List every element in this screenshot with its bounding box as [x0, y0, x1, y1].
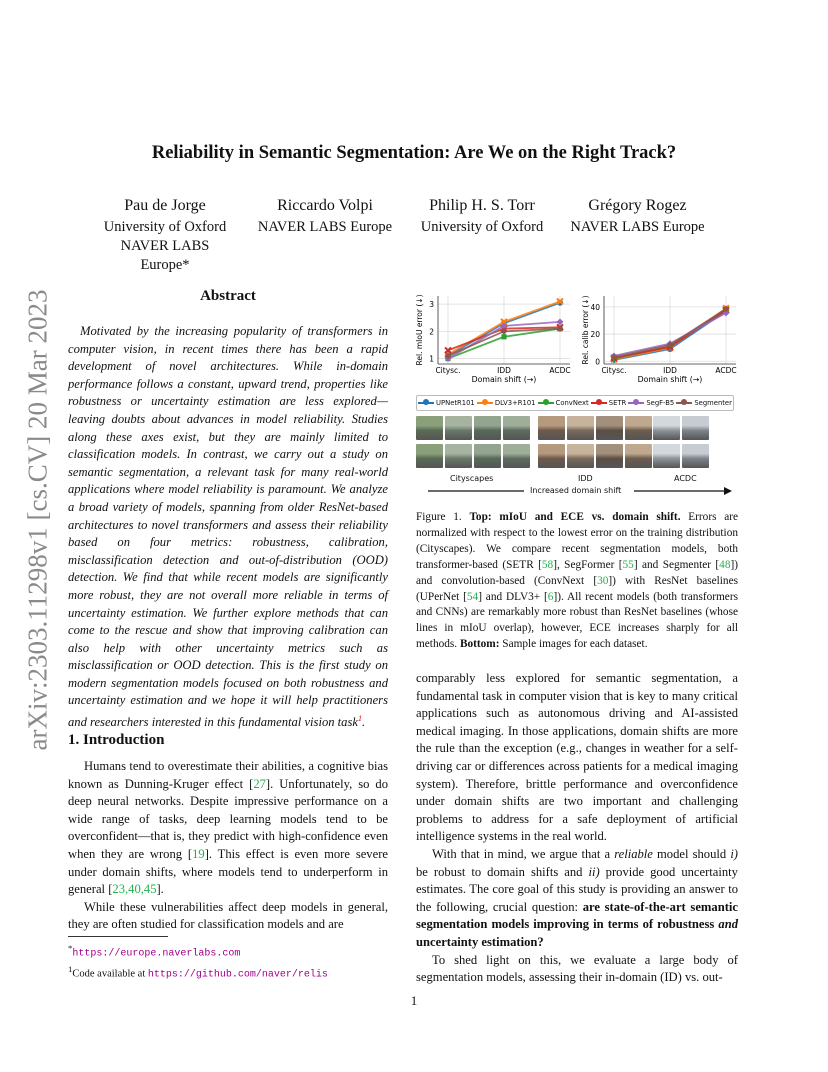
- citation-link[interactable]: 55: [622, 558, 634, 571]
- legend-item: [628, 399, 674, 407]
- intro-paragraph-2: While these vulnerabilities affect deep models in general, they are often studied for classification models and are: [68, 899, 388, 932]
- text-run: Sample images for each dataset.: [499, 638, 648, 651]
- x-tick-label: IDD: [497, 366, 511, 375]
- sample-image: [503, 444, 530, 468]
- caption-bold: Top: mIoU and ECE vs. domain shift.: [469, 511, 681, 523]
- dataset-label-acdc: ACDC: [674, 474, 697, 483]
- dataset-label-cityscapes: Cityscapes: [450, 474, 494, 483]
- legend-marker: [676, 402, 692, 404]
- figure-charts: [414, 290, 744, 395]
- figure-caption: [416, 510, 738, 653]
- x-tick-label: Citysc.: [435, 366, 461, 375]
- sample-image: [474, 444, 501, 468]
- bold-question: are state-of-the-art semantic segmentation models improving in terms of robustness: [416, 899, 738, 932]
- sample-image: [567, 444, 594, 468]
- x-tick-label: IDD: [663, 366, 677, 375]
- author-name: Philip H. S. Torr: [429, 197, 535, 214]
- right-paragraph-3: To shed light on this, we evaluate a large body of segmentation models, assessing their in-domain (ID) vs. out-: [416, 952, 738, 985]
- text-run: ], SegFormer [: [553, 558, 623, 571]
- author-block-2: [255, 196, 395, 237]
- paper-title: Reliability in Semantic Segmentation: Are We on the Right Track?: [151, 143, 677, 163]
- text-run: ]. Unfortunately, so do deep neural networks. Despite impressive performance on a wide range of tasks, deep learning models tend to be overconfident—that is, they predict with high-confidence even when they are wrong [: [68, 776, 388, 861]
- sample-image: [416, 444, 443, 468]
- text-run: With that in mind, we argue that a: [432, 846, 615, 861]
- text-run: ] and Segmenter [: [633, 558, 720, 571]
- dataset-label-idd: IDD: [578, 474, 593, 483]
- y-tick-label: 3: [429, 300, 434, 310]
- y-axis-label: Rel. mIoU error (↓): [415, 294, 424, 366]
- abstract-heading: Abstract: [200, 288, 256, 304]
- citation-link[interactable]: 27: [253, 776, 266, 791]
- sample-image: [538, 444, 565, 468]
- sample-images: [416, 416, 736, 476]
- caption-label: Figure 1.: [416, 511, 462, 523]
- arrow-label: Increased domain shift: [530, 486, 622, 495]
- text-run: ]) and convolution-based (ConvNext [: [416, 558, 738, 587]
- author-name: Riccardo Volpi: [277, 197, 373, 214]
- emphasis: ii): [588, 864, 600, 879]
- text-run: Errors are normalized with respect to the lowest error on the training distribution (Cityscapes). We compare recent segmentation models, both transformer-based (SETR [: [416, 511, 738, 571]
- legend-item: [591, 399, 626, 407]
- citation-link[interactable]: 19: [192, 846, 205, 861]
- author-name: Grégory Rogez: [588, 197, 687, 214]
- legend-label: DLV3+R101: [494, 399, 536, 407]
- footnote-2: [68, 962, 328, 983]
- caption-bold: Bottom:: [459, 638, 500, 651]
- sample-image: [625, 444, 652, 468]
- author-affiliation: University of Oxford: [420, 219, 544, 235]
- legend-marker: [591, 402, 607, 404]
- x-axis-label: Domain shift (→): [637, 375, 703, 384]
- footnote-1: [68, 941, 328, 962]
- sample-image: [596, 444, 623, 468]
- arxiv-side-stamp: [18, 280, 58, 760]
- sample-image: [682, 444, 709, 468]
- footnote-mark: *: [68, 943, 73, 953]
- legend-label: SETR: [608, 399, 627, 407]
- sample-image: [445, 416, 472, 440]
- legend-marker: [538, 402, 554, 404]
- footnote-link[interactable]: https://europe.naverlabs.com: [72, 948, 241, 960]
- x-axis-label: Domain shift (→): [471, 375, 537, 384]
- sample-image: [653, 444, 680, 468]
- footnote-link[interactable]: https://github.com/naver/relis: [147, 969, 328, 980]
- legend-marker: [418, 402, 434, 404]
- legend-item: [538, 399, 589, 407]
- text-run: provide good uncertainty estimates. The core goal of this study is providing an answer to the following, crucial question:: [416, 864, 738, 914]
- data-point: [501, 334, 506, 339]
- calib-chart: [581, 295, 737, 384]
- right-column-body: [416, 670, 738, 987]
- y-tick-label: 0: [595, 357, 600, 367]
- emphasis: reliable: [614, 846, 653, 861]
- citation-link[interactable]: 58: [541, 558, 554, 571]
- x-tick-label: ACDC: [715, 366, 737, 375]
- text-run: ]. This effect is even more severe under domain shifts, where models tend to underperform in general [: [68, 846, 388, 897]
- text-run: ] and DLV3+ [: [478, 590, 548, 603]
- author-affiliation: NAVER LABS Europe: [570, 219, 705, 235]
- sample-image: [653, 416, 680, 440]
- author-block-4: [565, 196, 710, 237]
- author-affiliation: NAVER LABS Europe: [257, 219, 393, 235]
- footnote-text: Code available at: [72, 968, 148, 979]
- legend-marker: [477, 402, 493, 404]
- x-tick-label: ACDC: [549, 366, 571, 375]
- footnote-ref[interactable]: 1: [357, 714, 362, 724]
- author-affiliation: University of Oxford: [103, 219, 227, 235]
- citation-link[interactable]: 30: [597, 574, 609, 587]
- intro-paragraph-1: [68, 758, 388, 899]
- author-block-1: [100, 196, 230, 275]
- sample-image: [474, 416, 501, 440]
- legend-label: ConvNext: [555, 399, 589, 407]
- legend-label: Segmenter: [694, 399, 732, 407]
- citation-link[interactable]: 48: [719, 558, 731, 571]
- author-name: Pau de Jorge: [124, 197, 206, 214]
- y-tick-label: 40: [590, 302, 600, 312]
- sample-image: [503, 416, 530, 440]
- legend-item: [676, 399, 732, 407]
- text-run: ].: [156, 882, 164, 897]
- footnotes: [68, 936, 328, 982]
- legend-item: [418, 399, 475, 407]
- intro-heading: 1. Introduction: [68, 732, 165, 748]
- bold-italic: and: [718, 917, 738, 932]
- text-run: ]). All recent models (both transformers and CNNs) are remarkably more robust than ResNet baselines (whose lines in mIoU overlap), however, ECE increases sharply for all methods.: [416, 590, 738, 651]
- miou-chart: [415, 294, 571, 384]
- citation-link[interactable]: 54: [466, 590, 479, 603]
- sample-image: [596, 416, 623, 440]
- bold-question: uncertainty estimation?: [416, 934, 544, 949]
- sample-image: [625, 416, 652, 440]
- emphasis: i): [730, 846, 739, 861]
- author-block-3: [412, 196, 552, 237]
- text-run: model should: [652, 846, 731, 861]
- intro-body: [68, 758, 388, 934]
- text-run: be robust to domain shifts and: [416, 864, 589, 879]
- sample-image: [567, 416, 594, 440]
- y-axis-label: Rel. calib error (↓): [581, 295, 590, 365]
- abstract-text: Motivated by the increasing popularity of transformers in computer vision, in recent times there has been a rapid development of novel architectures. While in-domain performance follows a constant, upward trend, properties like robustness or uncertainty estimation are less explored—leaving doubts about advances in model reliability. Studies along these axes exist, but they are mainly limited to classification models. In contrast, we carry out a study on semantic segmentation, a relevant task for many real-world applications where model reliability is paramount. We analyze a broad variety of models, spanning from older ResNet-based architectures to novel transformers and assess their reliability based on four metrics: robustness, calibration, misclassification detection and out-of-distribution (OOD) detection. We find that while recent models are significantly more robust, they are not overall more reliable in terms of uncertainty estimation. We further explore methods that can come to the rescue and show that improving calibration can also help with other uncertainty metrics such as misclassification or OOD detection. This is the first study on modern segmentation models focused on both robustness and uncertainty estimation and we hope it will help practitioners and researchers interested in this fundamental vision task: [68, 324, 388, 730]
- citation-link[interactable]: 23,40,45: [112, 882, 157, 897]
- y-tick-label: 2: [429, 327, 434, 337]
- right-paragraph-2: [416, 846, 738, 952]
- y-tick-label: 1: [429, 354, 434, 364]
- x-tick-label: Citysc.: [601, 366, 627, 375]
- footnote-rule: [68, 936, 168, 937]
- legend-label: SegF-B5: [646, 399, 675, 407]
- sample-image: [538, 416, 565, 440]
- legend-marker: [628, 402, 644, 404]
- chart-legend: [416, 395, 734, 411]
- sample-image: [682, 416, 709, 440]
- y-tick-label: 20: [590, 330, 600, 340]
- sample-image: [445, 444, 472, 468]
- citation-link[interactable]: 6: [547, 590, 554, 603]
- text-run: ]) with ResNet baselines (UPerNet [: [416, 574, 738, 603]
- author-affiliation: NAVER LABS Europe*: [120, 238, 210, 273]
- footnote-mark: 1: [68, 963, 73, 974]
- sample-image: [416, 416, 443, 440]
- arxiv-stamp-text: arXiv:2303.11298v1 [cs.CV] 20 Mar 2023: [22, 289, 53, 751]
- legend-label: UPNetR101: [436, 399, 475, 407]
- abstract-body: Motivated by the increasing popularity of transformers in computer vision, in recent times there has been a rapid development of novel architectures. While in-domain performance follows a constant, upward trend, properties like robustness or uncertainty estimation are less explored—leaving doubts about advances in model reliability. Studies along these axes exist, but they are mainly limited to classification models. In contrast, we carry out a study on semantic segmentation, a relevant task for many real-world applications where model reliability is paramount. We analyze a broad variety of models, spanning from older ResNet-based architectures to novel transformers and assess their reliability based on four metrics: robustness, calibration, misclassification detection and out-of-distribution (OOD) detection. We find that while recent models are significantly more robust, they are not overall more reliable in terms of uncertainty estimation. We further explore methods that can come to the rescue and show that improving calibration can also help with other uncertainty metrics such as misclassification or OOD detection. This is the first study on modern segmentation models focused on both robustness and uncertainty estimation and we hope it will help practitioners and researchers interested in this fundamental vision task$^1$.: [68, 324, 388, 730]
- text-run: Humans tend to overestimate their abilities, a cognitive bias known as Dunning-Kruger effect [: [68, 759, 388, 791]
- legend-item: [477, 399, 536, 407]
- page-number: 1: [410, 993, 418, 1008]
- right-paragraph-1: comparably less explored for semantic segmentation, a fundamental task in computer vision that is key to many critical applications such as autonomous driving and AI-assisted medical imaging. In those applications, domain shifts are more the rule than the exception (e.g., changes in weather for a self-driving car or differences across patients for a medical imaging system). Therefore, brittle performance and overconfidence under domain shifts are two important and challenging problems to address for a safe deployment of artificial intelligence systems in the real world.: [416, 671, 738, 844]
